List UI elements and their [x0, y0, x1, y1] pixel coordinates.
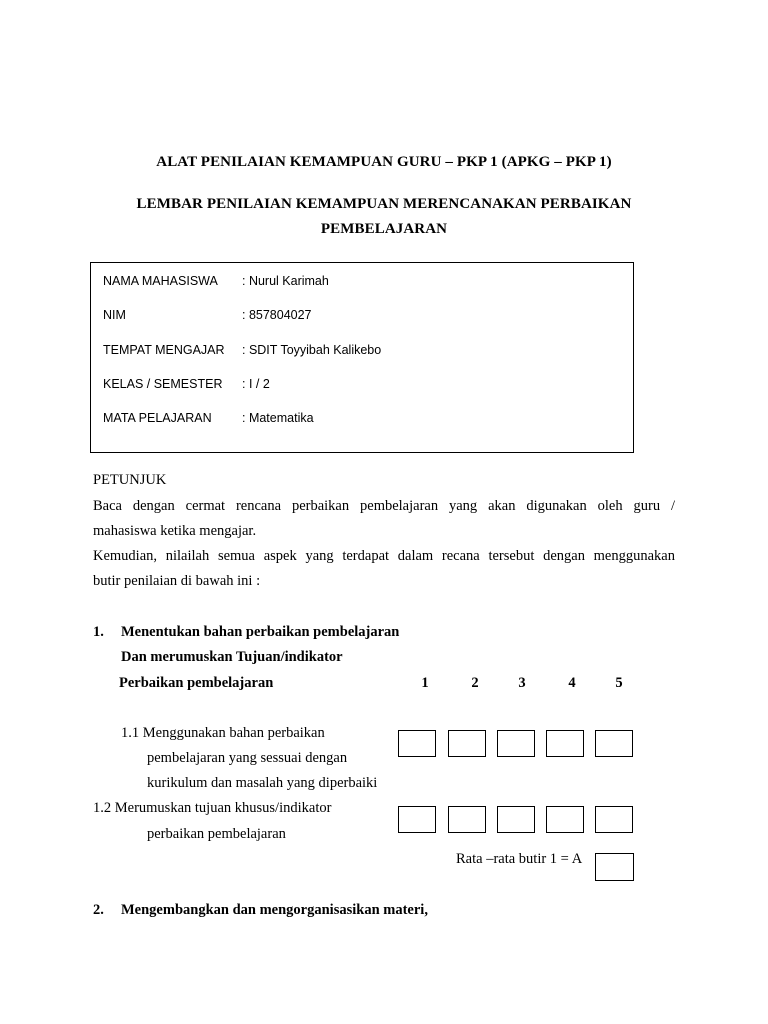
item-1-2-line1: 1.2 Merumuskan tujuan khusus/indikator [93, 800, 332, 816]
score-header-2: 2 [471, 675, 479, 691]
identity-label: TEMPAT MENGAJAR [103, 343, 225, 357]
score-header-4: 4 [568, 675, 576, 691]
identity-value: : SDIT Toyyibah Kalikebo [242, 343, 382, 357]
instructions-paragraph1-line2: mahasiswa ketika mengajar. [93, 523, 257, 539]
item-1-1-line1: 1.1 Menggunakan bahan perbaikan [121, 725, 325, 741]
score-header-1: 1 [421, 675, 429, 691]
average-label: Rata –rata butir 1 = A [456, 851, 583, 867]
instructions-paragraph2-line1: Kemudian, nilailah semua aspek yang terdapat dalam recana tersebut dengan menggunakan [93, 548, 675, 564]
identity-box [90, 262, 634, 453]
identity-value: : 857804027 [242, 308, 312, 322]
score-header-5: 5 [615, 675, 623, 691]
item-1-1-line3: kurikulum dan masalah yang diperbaiki [147, 775, 378, 791]
score-box-item1-4[interactable] [546, 730, 584, 757]
score-box-item2-3[interactable] [497, 806, 535, 833]
document-subtitle-line1: LEMBAR PENILAIAN KEMAMPUAN MERENCANAKAN PERBAIKAN [136, 196, 632, 212]
identity-value: : Nurul Karimah [242, 274, 329, 288]
instructions-heading: PETUNJUK [93, 472, 167, 488]
document-title: ALAT PENILAIAN KEMAMPUAN GURU – PKP 1 (APKG – PKP 1) [156, 154, 612, 170]
score-box-item1-5[interactable] [595, 730, 633, 757]
identity-label: NAMA MAHASISWA [103, 274, 218, 288]
section2-number: 2. [93, 902, 104, 918]
identity-label: KELAS / SEMESTER [103, 377, 223, 391]
identity-label: MATA PELAJARAN [103, 411, 212, 425]
identity-label: NIM [103, 308, 126, 322]
instructions-paragraph1-line1: Baca dengan cermat rencana perbaikan pembelajaran yang akan digunakan oleh guru / [93, 498, 675, 514]
section1-number: 1. [93, 624, 104, 640]
section2-heading: Mengembangkan dan mengorganisasikan materi, [121, 902, 428, 918]
score-header-3: 3 [518, 675, 526, 691]
average-box[interactable] [595, 853, 634, 881]
identity-value: : I / 2 [242, 377, 270, 391]
identity-row-school [103, 343, 381, 357]
section1-heading-line2: Dan merumuskan Tujuan/indikator [121, 649, 343, 665]
item-1-2-line2: perbaikan pembelajaran [147, 826, 286, 842]
score-box-item1-3[interactable] [497, 730, 535, 757]
section1-heading-line1: Menentukan bahan perbaikan pembelajaran [121, 624, 400, 640]
identity-row-name [103, 274, 329, 288]
identity-row-subject [103, 411, 314, 425]
score-box-item1-2[interactable] [448, 730, 486, 757]
document-subtitle-line2: PEMBELAJARAN [320, 221, 448, 237]
identity-value: : Matematika [242, 411, 314, 425]
item-1-1-line2: pembelajaran yang sessuai dengan [147, 750, 348, 766]
score-box-item2-1[interactable] [398, 806, 436, 833]
score-box-item1-1[interactable] [398, 730, 436, 757]
instructions-paragraph2-line2: butir penilaian di bawah ini : [93, 573, 261, 589]
score-box-item2-5[interactable] [595, 806, 633, 833]
section1-heading-line3: Perbaikan pembelajaran [119, 675, 274, 691]
identity-row-nim [103, 308, 312, 322]
score-box-item2-4[interactable] [546, 806, 584, 833]
score-box-item2-2[interactable] [448, 806, 486, 833]
identity-row-class [103, 377, 270, 391]
